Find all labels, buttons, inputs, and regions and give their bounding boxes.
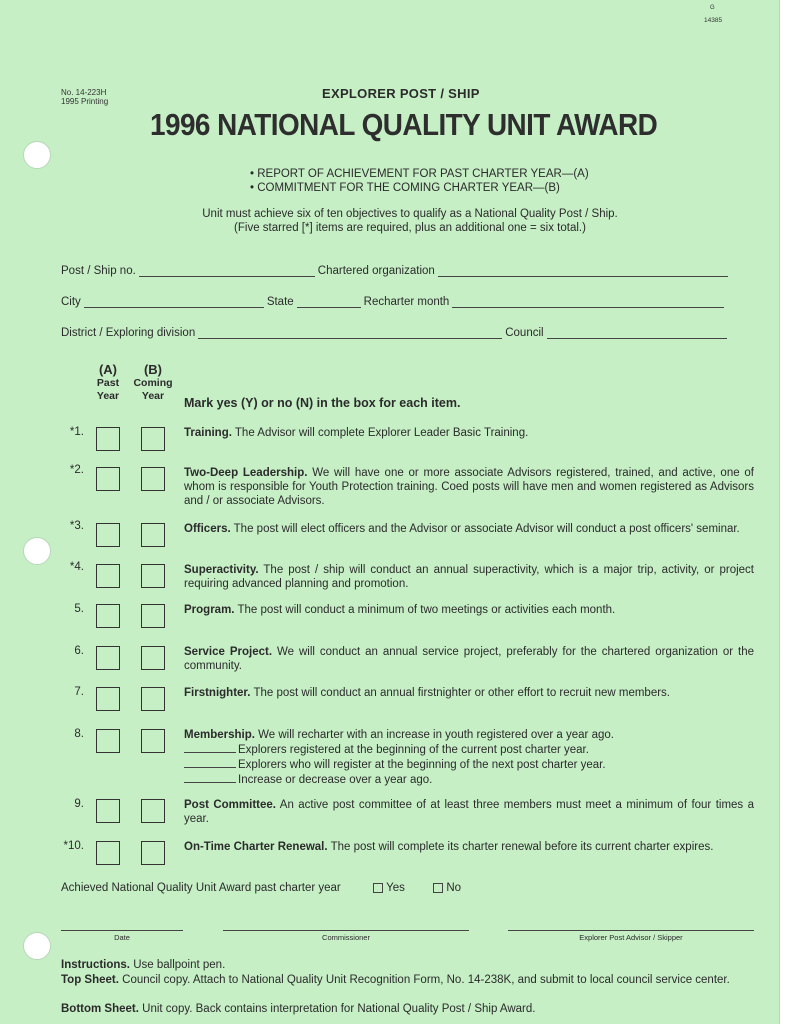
item-description: The post will conduct an annual firstnighter or other effort to recruit new members. [250,687,670,699]
past-year-box[interactable] [96,687,120,711]
coming-year-box[interactable] [141,467,165,491]
form-code: 14385 [704,17,723,24]
intro-line-1: Unit must achieve six of ten objectives to qualify as a National Quality Post / Ship. [202,208,618,220]
membership-subline-current [184,742,754,757]
item-description: The post / ship will conduct an annual superactivity, which is a major trip, activity, or project requiring advanced planning and promotion. [184,564,754,590]
achieved-yes-label: Yes [386,882,405,894]
form-number: No. 14-223H [61,88,107,97]
district-input[interactable] [198,327,502,339]
item-text [184,426,754,440]
item-title: Service Project. [184,646,273,658]
form-subheading: EXPLORER POST / SHIP [322,86,480,101]
item-description: We will conduct an annual service project, preferably for the chartered organization or the community. [184,646,754,672]
footer-top-title: Top Sheet. [61,974,119,986]
commissioner-signature-line[interactable] [223,930,469,942]
achieved-label: Achieved National Quality Unit Award past charter year [61,882,341,894]
item-text [184,563,754,591]
coming-year-box[interactable] [141,564,165,588]
footer-top-sheet [61,973,756,987]
item-number: *4. [69,561,84,573]
item-description: The Advisor will complete Explorer Leader Basic Training. [231,427,529,439]
past-year-box[interactable] [96,564,120,588]
coming-year-box[interactable] [141,523,165,547]
column-b-letter: (B) [143,362,163,377]
subline-text: Increase or decrease over a year ago. [238,774,433,786]
column-b-line2: Year [141,390,165,402]
chartered-org-input[interactable] [438,265,728,277]
item-title: Post Committee. [184,799,276,811]
item-text [184,728,754,787]
coming-year-box[interactable] [141,646,165,670]
binder-hole-bottom [23,932,51,960]
item-description: The post will complete its charter renewal before its current charter expires. [327,841,714,853]
past-year-box[interactable] [96,646,120,670]
date-signature-line[interactable] [61,930,183,942]
column-a-line1: Past [96,377,120,389]
item-text [184,645,754,673]
corner-mark: G [710,5,715,11]
date-caption: Date [114,933,130,942]
coming-year-box[interactable] [141,729,165,753]
membership-subline-change [184,772,754,787]
item-number: *2. [69,464,84,476]
field-row-post [61,265,731,277]
footer-instructions-text: Use ballpoint pen. [130,959,226,971]
item-text [184,798,754,826]
footer-bottom-title: Bottom Sheet. [61,1003,139,1015]
past-year-box[interactable] [96,729,120,753]
footer-instructions-title: Instructions. [61,959,131,971]
achieved-no-label: No [446,882,462,894]
advisor-caption: Explorer Post Advisor / Skipper [579,933,683,942]
footer-bottom-text: Unit copy. Back contains interpretation for National Quality Post / Ship Award. [138,1003,536,1015]
item-number: 5. [74,603,84,615]
state-input[interactable] [297,296,361,308]
marking-instruction: Mark yes (Y) or no (N) in the box for each item. [184,396,461,410]
next-register-count-input[interactable] [184,757,236,768]
item-description: We will recharter with an increase in youth registered over a year ago. [254,729,614,741]
chartered-org-label: Chartered organization [317,265,435,277]
column-b-header [130,362,176,403]
past-year-box[interactable] [96,604,120,628]
past-year-box[interactable] [96,427,120,451]
intro-line-2: (Five starred [*] items are required, plus an additional one = six total.) [234,222,586,234]
commissioner-caption: Commissioner [322,933,370,942]
item-title: Superactivity. [184,564,259,576]
coming-year-box[interactable] [141,427,165,451]
item-title: Two-Deep Leadership. [184,467,308,479]
item-number: *1. [69,426,84,438]
subline-text: Explorers who will register at the beginning of the next post charter year. [238,759,606,771]
item-text [184,686,754,700]
registered-count-input[interactable] [184,742,236,753]
council-label: Council [505,327,544,339]
item-text [184,603,754,617]
footer-instructions [61,958,756,972]
subline-text: Explorers registered at the beginning of the current post charter year. [238,744,589,756]
field-row-district [61,327,730,339]
bullet-report: • REPORT OF ACHIEVEMENT FOR PAST CHARTER YEAR—(A) [250,168,589,180]
item-number: 8. [74,728,84,740]
coming-year-box[interactable] [141,841,165,865]
footer-top-text: Council copy. Attach to National Quality Unit Recognition Form, No. 14-238K, and submit to local council service center. [118,974,730,986]
post-ship-no-input[interactable] [139,265,315,277]
printing-year: 1995 Printing [61,97,109,106]
binder-hole-top [23,141,51,169]
item-number: 9. [74,798,84,810]
item-number: *10. [63,840,84,852]
column-a-letter: (A) [98,362,118,377]
item-number: 6. [74,645,84,657]
bullet-commitment: • COMMITMENT FOR THE COMING CHARTER YEAR—(B) [250,182,560,194]
city-input[interactable] [84,296,264,308]
past-year-box[interactable] [96,467,120,491]
increase-decrease-input[interactable] [184,772,236,783]
item-title: Officers. [184,523,231,535]
membership-subline-next [184,757,754,772]
item-title: On-Time Charter Renewal. [184,841,328,853]
item-text [184,522,754,536]
item-description: We will have one or more associate Advisors registered, trained, and active, one of whom is responsible for Youth Protection training. Coed posts will have men and women registered as Advisors and / or associate Advisors. [184,467,754,507]
post-ship-no-label: Post / Ship no. [61,265,136,277]
item-description: The post will conduct a minimum of two meetings or activities each month. [234,604,616,616]
item-title: Firstnighter. [184,687,251,699]
item-title: Program. [184,604,235,616]
column-b-line1: Coming [133,377,173,389]
past-year-box[interactable] [96,841,120,865]
item-text [184,840,754,854]
council-input[interactable] [547,327,727,339]
item-number: *3. [69,520,84,532]
achieved-yes-checkbox[interactable] [373,883,383,893]
footer-bottom-sheet [61,1002,756,1016]
coming-year-box[interactable] [141,604,165,628]
item-title: Membership. [184,729,255,741]
column-a-header [88,362,128,403]
item-text [184,466,754,508]
column-a-line2: Year [96,390,120,402]
advisor-signature-line[interactable] [508,930,754,942]
item-number: 7. [74,686,84,698]
past-year-box[interactable] [96,523,120,547]
item-description: An active post committee of at least three members must meet a minimum of four times a year. [184,799,754,825]
district-label: District / Exploring division [61,327,196,339]
item-title: Training. [184,427,232,439]
achieved-row [61,881,461,895]
binder-hole-middle [23,537,51,565]
field-row-city [61,296,727,308]
form-title: 1996 NATIONAL QUALITY UNIT AWARD [150,107,658,142]
recharter-month-input[interactable] [452,296,724,308]
achieved-no-checkbox[interactable] [433,883,443,893]
coming-year-box[interactable] [141,687,165,711]
recharter-month-label: Recharter month [363,296,450,308]
past-year-box[interactable] [96,799,120,823]
city-label: City [61,296,81,308]
item-description: The post will elect officers and the Advisor or associate Advisor will conduct a post officers' seminar. [230,523,740,535]
coming-year-box[interactable] [141,799,165,823]
state-label: State [266,296,294,308]
